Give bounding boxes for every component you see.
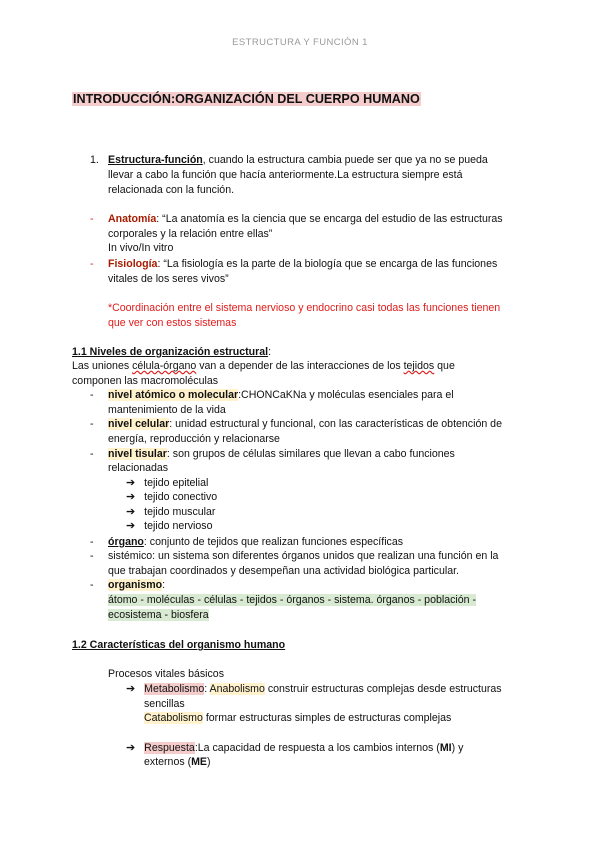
catabolismo-rest: formar estructuras simples de estructuras complejas [202, 712, 452, 724]
celula-organo-term: célula-órgano [132, 360, 197, 372]
anatomia-term: Anatomía [108, 213, 157, 225]
anatomia-line1-rest: : “La anatomía es la ciencia que se encarga del estudio de las estructuras [156, 213, 503, 225]
item1-line1-rest: , cuando la estructura cambia puede ser que ya no se pueda [202, 154, 488, 166]
arrow-right-icon: ➔ [126, 491, 136, 503]
fisiologia-line1-rest: : “La fisiología es la parte de la biología que se encarga de las funciones [157, 258, 498, 270]
nivel-tisular-line1 [108, 447, 455, 462]
item1-line1 [108, 153, 488, 168]
bullet-dash: - [90, 418, 94, 430]
section1-heading-colon: : [268, 346, 272, 358]
list-item [126, 490, 217, 505]
list-item [126, 476, 208, 491]
arrow-right-icon: ➔ [126, 477, 136, 489]
bullet-dash: - [90, 536, 94, 548]
section1-intro-line1 [72, 359, 455, 374]
nivel-tisular-rest: : son grupos de células similares que llevan a cabo funciones [166, 448, 455, 460]
respuesta-rest: :La capacidad de respuesta a los cambios internos ( [194, 742, 440, 754]
respuesta-line2-end: ) [207, 756, 211, 768]
page-header: ESTRUCTURA Y FUNCIÓN 1 [232, 37, 368, 48]
nivel-atomico-rest: :CHONCaKNa y moléculas esenciales para el [238, 389, 454, 401]
nivel-tisular-line2: relacionadas [108, 462, 169, 474]
arrow-right-icon: ➔ [126, 683, 136, 695]
intro-text: que [434, 360, 455, 372]
bullet-dash: - [90, 258, 94, 270]
estructura-funcion-term: Estructura-función [108, 154, 203, 166]
intro-text: Las uniones [72, 360, 133, 372]
list-item [126, 505, 215, 520]
organo-line [108, 535, 403, 550]
sistemico-line1: sistémico: un sistema son diferentes órganos unidos que realizan una función en la [108, 550, 499, 562]
page-title [72, 90, 421, 108]
organization-chain: ecosistema - biosfera [108, 609, 209, 621]
organo-rest: : conjunto de tejidos que realizan funciones específicas [143, 536, 404, 548]
respuesta-term: Respuesta [144, 742, 195, 754]
bullet-dash: - [90, 389, 94, 401]
metabolismo-line1 [126, 682, 502, 697]
tejido-label: tejido muscular [144, 506, 216, 518]
nivel-atomico-line2: mantenimiento de la vida [108, 404, 226, 416]
catabolismo-term: Catabolismo [144, 712, 203, 724]
tejido-label: tejido nervioso [144, 520, 213, 532]
fisiologia-line2: vitales de los seres vivos” [108, 273, 229, 285]
anatomia-line3: In vivo/In vitro [108, 242, 174, 254]
nivel-celular-line2: energía, reproducción y relacionarse [108, 433, 280, 445]
bullet-dash: - [90, 213, 94, 225]
organismo-colon: : [162, 579, 166, 591]
title-text: INTRODUCCIÓN:ORGANIZACIÓN DEL CUERPO HUMANO [73, 92, 420, 106]
list-item [126, 519, 212, 534]
chain-line1 [108, 593, 476, 608]
procesos-label: Procesos vitales básicos [108, 668, 224, 680]
anabolismo-term: Anabolismo [209, 683, 265, 695]
nivel-celular-rest: : unidad estructural y funcional, con las características de obtención de [169, 418, 502, 430]
fisiologia-line1 [108, 257, 497, 272]
section1-heading [72, 345, 271, 360]
nivel-celular-term: nivel celular [108, 418, 170, 430]
anatomia-line1 [108, 212, 503, 227]
catabolismo-line [144, 711, 451, 726]
sistemico-line2: que trabajan coordinados y desempeñan una actividad biológica particular. [108, 565, 460, 577]
respuesta-end: ) y [451, 742, 464, 754]
nivel-celular-line1 [108, 417, 502, 432]
note-line2: que ver con estos sistemas [108, 317, 237, 329]
anabolismo-line2: sencillas [144, 698, 185, 710]
section2-heading-text: 1.2 Características del organismo humano [72, 639, 286, 651]
organo-term: órgano [108, 536, 144, 548]
tejido-label: tejido epitelial [144, 477, 209, 489]
arrow-right-icon: ➔ [126, 520, 136, 532]
organismo-line [108, 578, 165, 593]
bullet-dash: - [90, 448, 94, 460]
bullet-dash: - [90, 579, 94, 591]
arrow-right-icon: ➔ [126, 742, 136, 754]
bullet-dash: - [90, 550, 94, 562]
metabolismo-colon: : [204, 683, 210, 695]
fisiologia-term: Fisiología [108, 258, 158, 270]
chain-line2 [108, 608, 209, 623]
me-abbrev: ME [191, 756, 207, 768]
note-line1: *Coordinación entre el sistema nervioso y endocrino casi todas las funciones tienen [108, 302, 501, 314]
respuesta-line2 [144, 755, 211, 770]
section1-heading-text: 1.1 Niveles de organización estructural [72, 346, 269, 358]
respuesta-line1 [126, 741, 463, 756]
nivel-atomico-line1 [108, 388, 454, 403]
organization-chain: átomo - moléculas - células - tejidos - órganos - sistema. órganos - población - [108, 594, 476, 606]
respuesta-line2-text: externos ( [144, 756, 192, 768]
intro-text: van a depender de las interacciones de los [196, 360, 404, 372]
section1-intro-line2: componen las macromoléculas [72, 375, 219, 387]
item1-line3: relacionada con la función. [108, 184, 235, 196]
section2-heading [72, 638, 285, 653]
nivel-atomico-term: nivel atómico o molecular [108, 389, 239, 401]
nivel-tisular-term: nivel tisular [108, 448, 167, 460]
mi-abbrev: MI [439, 742, 452, 754]
anabolismo-rest: construir estructuras complejas desde estructuras [264, 683, 502, 695]
item1-line2: llevar a cabo la función que hacía anteriormente.La estructura siempre está [108, 169, 463, 181]
tejidos-term: tejidos [403, 360, 435, 372]
organismo-term: organismo [108, 579, 163, 591]
metabolismo-term: Metabolismo [144, 683, 205, 695]
anatomia-line2: corporales y la relación entre ellas” [108, 228, 273, 240]
arrow-right-icon: ➔ [126, 506, 136, 518]
tejido-label: tejido conectivo [144, 491, 218, 503]
item1-number: 1. [90, 154, 99, 166]
